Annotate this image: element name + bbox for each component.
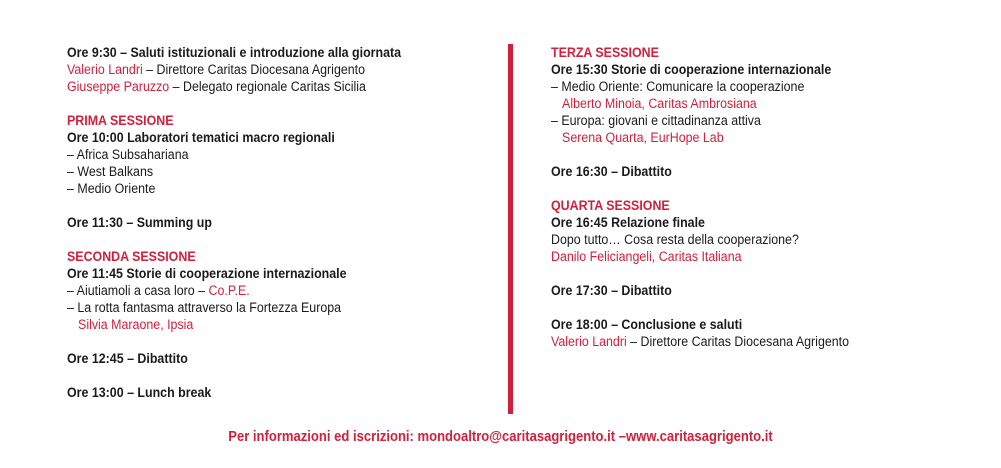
- session3-speaker-2: Serena Quarta, EurHope Lab: [562, 130, 724, 145]
- closing-speaker: [551, 333, 937, 350]
- closing-title: Ore 18:00 – Conclusione e saluti: [551, 317, 743, 332]
- right-column: [551, 44, 971, 350]
- footer-text: Per informazioni ed iscrizioni: mondoaltro@caritasagrigento.it –www.caritasagrigento.it: [228, 429, 773, 445]
- session3-speaker-1: Alberto Minoia, Caritas Ambrosiana: [562, 96, 757, 111]
- session1-label: PRIMA SESSIONE: [67, 113, 174, 128]
- lunch-break: Ore 13:00 – Lunch break: [67, 385, 212, 400]
- session1-title: Ore 10:00 Laboratori tematici macro regionali: [67, 130, 335, 145]
- summing-up: Ore 11:30 – Summing up: [67, 215, 212, 230]
- speaker-name: Valerio Landri: [551, 334, 627, 349]
- debate-1730: Ore 17:30 – Dibattito: [551, 283, 672, 298]
- speaker-role: – Delegato regionale Caritas Sicilia: [169, 79, 366, 94]
- opening-speaker-2: [67, 78, 463, 95]
- opening-title: Ore 9:30 – Saluti istituzionali e introduzione alla giornata: [67, 45, 402, 60]
- session3-item-2: – Europa: giovani e cittadinanza attiva: [551, 113, 761, 128]
- session4-subtitle: Dopo tutto… Cosa resta della cooperazione?: [551, 232, 799, 247]
- session2-speaker: Silvia Maraone, Ipsia: [78, 317, 194, 332]
- session4-speaker: Danilo Feliciangeli, Caritas Italiana: [551, 249, 742, 264]
- speaker-role: – Direttore Caritas Diocesana Agrigento: [626, 334, 850, 349]
- session1-item: – West Balkans: [67, 164, 154, 179]
- speaker-role: – Direttore Caritas Diocesana Agrigento: [142, 62, 366, 77]
- session4-title: Ore 16:45 Relazione finale: [551, 215, 705, 230]
- session3-title: Ore 15:30 Storie di cooperazione internazionale: [551, 62, 832, 77]
- session4-label: QUARTA SESSIONE: [551, 198, 670, 213]
- footer-contact: [0, 428, 1001, 446]
- session1-item: – Medio Oriente: [67, 181, 156, 196]
- session2-item-1: [67, 282, 463, 299]
- left-column: [67, 44, 497, 401]
- speaker-name: Valerio Landri: [67, 62, 143, 77]
- session2-title: Ore 11:45 Storie di cooperazione internazionale: [67, 266, 347, 281]
- session3-label: TERZA SESSIONE: [551, 45, 659, 60]
- debate-1630: Ore 16:30 – Dibattito: [551, 164, 672, 179]
- column-divider: [508, 44, 513, 414]
- session1-item: – Africa Subsahariana: [67, 147, 189, 162]
- speaker-name: Giuseppe Paruzzo: [67, 79, 170, 94]
- opening-speaker-1: [67, 61, 463, 78]
- debate-1245: Ore 12:45 – Dibattito: [67, 351, 188, 366]
- item-text: – Aiutiamoli a casa loro –: [67, 283, 209, 298]
- session3-item-1: – Medio Oriente: Comunicare la cooperazione: [551, 79, 805, 94]
- item-org: Co.P.E.: [208, 283, 250, 298]
- session2-item-2: – La rotta fantasma attraverso la Fortezza Europa: [67, 300, 342, 315]
- session2-label: SECONDA SESSIONE: [67, 249, 196, 264]
